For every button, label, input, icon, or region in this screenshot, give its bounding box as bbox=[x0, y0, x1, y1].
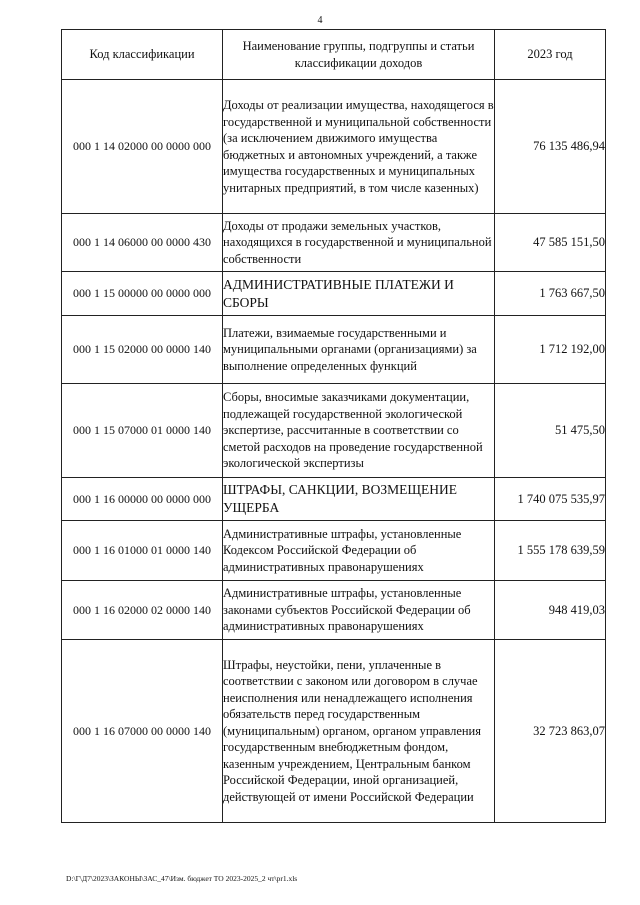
row-amount: 1 712 192,00 bbox=[495, 316, 606, 384]
row-amount: 51 475,50 bbox=[495, 384, 606, 478]
revenue-classification-table bbox=[61, 29, 606, 823]
row-name: Доходы от реализации имущества, находящегося в государственной и муниципальной собственности (за исключением движимого имущества бюджетных и автономных учреждений, а также имущества государственных и муниципальных унитарных предприятий, в том числе казенных) bbox=[223, 80, 495, 214]
table-row bbox=[62, 581, 606, 640]
table-header-row bbox=[62, 30, 606, 80]
header-year: 2023 год bbox=[495, 30, 606, 80]
header-name: Наименование группы, подгруппы и статьи классификации доходов bbox=[223, 30, 495, 80]
table-row bbox=[62, 384, 606, 478]
file-path-footer: D:\Г\Д7\2023\ЗАКОНЫ\ЗАС_47\Изм. бюджет ТО 2023-2025_2 чт\pr1.xls bbox=[66, 874, 298, 883]
row-name: Сборы, вносимые заказчиками документации, подлежащей государственной экологической экспертизе, рассчитанные в соответствии со сметой расходов на проведение государственной экологической экспертизы bbox=[223, 384, 495, 478]
row-code: 000 1 14 06000 00 0000 430 bbox=[62, 214, 223, 272]
row-amount: 1 555 178 639,59 bbox=[495, 521, 606, 581]
row-amount: 1 763 667,50 bbox=[495, 272, 606, 316]
row-amount: 76 135 486,94 bbox=[495, 80, 606, 214]
row-amount: 47 585 151,50 bbox=[495, 214, 606, 272]
row-name: АДМИНИСТРАТИВНЫЕ ПЛАТЕЖИ И СБОРЫ bbox=[223, 272, 495, 316]
row-name: ШТРАФЫ, САНКЦИИ, ВОЗМЕЩЕНИЕ УЩЕРБА bbox=[223, 478, 495, 521]
row-code: 000 1 15 00000 00 0000 000 bbox=[62, 272, 223, 316]
row-code: 000 1 14 02000 00 0000 000 bbox=[62, 80, 223, 214]
table-row bbox=[62, 478, 606, 521]
row-name: Административные штрафы, установленные Кодексом Российской Федерации об административных правонарушениях bbox=[223, 521, 495, 581]
row-code: 000 1 16 01000 01 0000 140 bbox=[62, 521, 223, 581]
row-code: 000 1 15 07000 01 0000 140 bbox=[62, 384, 223, 478]
row-amount: 948 419,03 bbox=[495, 581, 606, 640]
row-name: Административные штрафы, установленные законами субъектов Российской Федерации об административных правонарушениях bbox=[223, 581, 495, 640]
row-code: 000 1 16 07000 00 0000 140 bbox=[62, 640, 223, 823]
table-row bbox=[62, 640, 606, 823]
table-row bbox=[62, 80, 606, 214]
table-row bbox=[62, 316, 606, 384]
row-name: Платежи, взимаемые государственными и муниципальными органами (организациями) за выполнение определенных функций bbox=[223, 316, 495, 384]
row-amount: 1 740 075 535,97 bbox=[495, 478, 606, 521]
row-name: Доходы от продажи земельных участков, находящихся в государственной и муниципальной собственности bbox=[223, 214, 495, 272]
table-row bbox=[62, 272, 606, 316]
row-name: Штрафы, неустойки, пени, уплаченные в соответствии с законом или договором в случае неисполнения или ненадлежащего исполнения обязательств перед государственным (муниципальным) органом, органом управления государственным внебюджетным фондом, казенным учреждением, Центральным банком Российской Федерации, иной организацией, действующей от имени Российской Федерации bbox=[223, 640, 495, 823]
row-code: 000 1 15 02000 00 0000 140 bbox=[62, 316, 223, 384]
row-amount: 32 723 863,07 bbox=[495, 640, 606, 823]
table-row bbox=[62, 521, 606, 581]
page-number: 4 bbox=[317, 15, 323, 26]
table-row bbox=[62, 214, 606, 272]
row-code: 000 1 16 00000 00 0000 000 bbox=[62, 478, 223, 521]
row-code: 000 1 16 02000 02 0000 140 bbox=[62, 581, 223, 640]
header-code: Код классификации bbox=[62, 30, 223, 80]
